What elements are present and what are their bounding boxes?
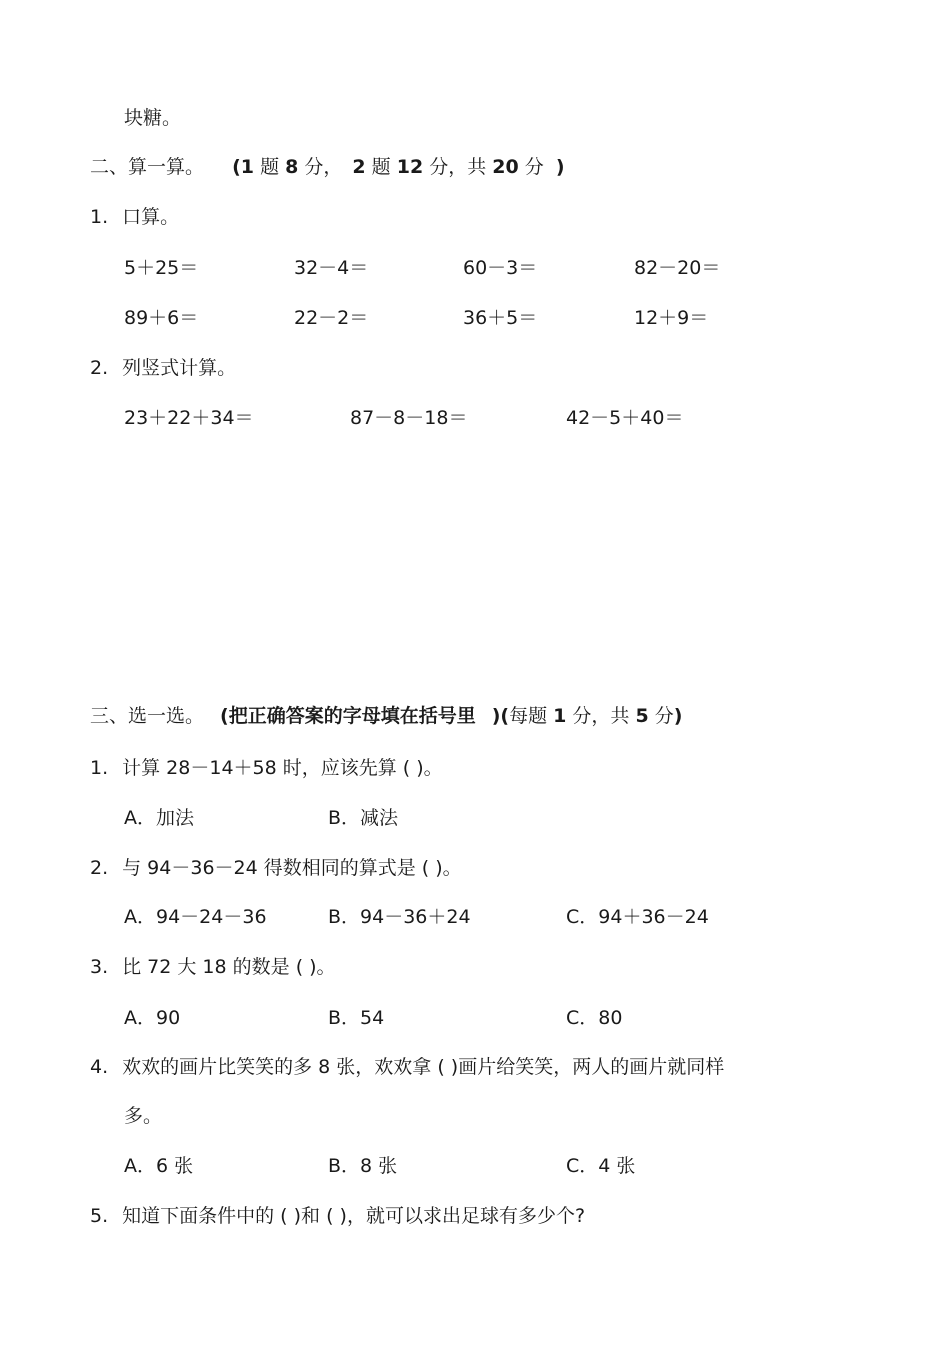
vertical-calc-1: 23＋22＋34＝ (124, 407, 254, 429)
section2-note-8: 分，共 (423, 156, 493, 178)
choice-q4-text-continued: 多。 (124, 1105, 163, 1127)
choice-q3-option-c: C．80 (566, 1007, 623, 1029)
choice-q3-number: 3. (90, 956, 109, 978)
vertical-calc-2: 87－8－18＝ (350, 407, 468, 429)
choice-q5 (90, 1204, 585, 1228)
oral-r1-c1: 5＋25＝ (124, 257, 199, 279)
section3-note-b: )( (491, 705, 510, 727)
oral-r1-c3: 60－3＝ (463, 257, 538, 279)
section3-note-c: 每题 (509, 705, 554, 727)
choice-q2-option-c: C．94＋36－24 (566, 906, 709, 928)
choice-q3-option-a: A．90 (124, 1007, 181, 1029)
choice-q4-number: 4. (90, 1056, 109, 1078)
section2-note-1: 1 (240, 156, 255, 178)
choice-q1-option-b: B．减法 (328, 807, 399, 829)
oral-r2-c2: 22－2＝ (294, 307, 369, 329)
oral-r1-c4: 82－20＝ (634, 257, 721, 279)
oral-r1-c2: 32－4＝ (294, 257, 369, 279)
section2-note-4: 分， (298, 156, 343, 178)
section3-heading-line (90, 704, 682, 728)
section2-q1-number: 1. (90, 206, 109, 228)
choice-q1-number: 1. (90, 757, 109, 779)
oral-r2-c4: 12＋9＝ (634, 307, 709, 329)
section2-note-7: 12 (396, 156, 424, 178)
section2-note-9: 20 (492, 156, 519, 178)
choice-q3 (90, 955, 336, 979)
choice-q1 (90, 756, 443, 780)
oral-r2-c1: 89＋6＝ (124, 307, 199, 329)
section3-note-d: 1 (553, 705, 567, 727)
choice-q2-text: 与 94－36－24 得数相同的算式是 ( )。 (122, 857, 462, 879)
choice-q4-text: 欢欢的画片比笑笑的多 8 张，欢欢拿 ( )画片给笑笑，两人的画片就同样 (122, 1056, 725, 1078)
section2-note-3: 8 (285, 156, 299, 178)
choice-q5-number: 5. (90, 1205, 109, 1227)
choice-q4-option-c: C．4 张 (566, 1155, 636, 1177)
section2-note-6: 题 (365, 156, 397, 178)
carryover-text: 块糖。 (124, 107, 182, 129)
section2-note-2: 题 (254, 156, 286, 178)
section3-note-h: ) (673, 705, 683, 727)
choice-q2-option-b: B．94－36＋24 (328, 906, 471, 928)
oral-r2-c3: 36＋5＝ (463, 307, 538, 329)
choice-q2-number: 2. (90, 857, 109, 879)
section3-note-f: 5 (635, 705, 649, 727)
section2-heading: 二、算一算。 (90, 156, 205, 178)
section3-heading: 三、选一选。 (90, 705, 205, 727)
choice-q2 (90, 856, 462, 880)
section2-note-close: ) (555, 156, 565, 178)
choice-q3-text: 比 72 大 18 的数是 ( )。 (122, 956, 336, 978)
choice-q1-text: 计算 28－14＋58 时，应该先算 ( )。 (122, 757, 443, 779)
section2-q2-text: 列竖式计算。 (122, 357, 237, 379)
section3-note-a: (把正确答案的字母填在括号里 (220, 705, 476, 727)
vertical-calc-3: 42－5＋40＝ (566, 407, 684, 429)
section2-q2-number: 2. (90, 357, 109, 379)
choice-q2-option-a: A．94－24－36 (124, 906, 267, 928)
section3-note-g: 分 (648, 705, 674, 727)
section2-heading-line (90, 155, 565, 179)
choice-q4-option-a: A．6 张 (124, 1155, 194, 1177)
section2-q2 (90, 356, 236, 380)
section2-note-5: 2 (352, 156, 366, 178)
section3-note-e: 分，共 (566, 705, 636, 727)
choice-q1-option-a: A．加法 (124, 807, 194, 829)
section2-q1 (90, 205, 179, 229)
choice-q4-option-b: B．8 张 (328, 1155, 398, 1177)
choice-q4 (90, 1055, 724, 1079)
section2-q1-text: 口算。 (122, 206, 180, 228)
section2-note-10: 分 (518, 156, 550, 178)
choice-q3-option-b: B．54 (328, 1007, 385, 1029)
section2-note-open: ( (232, 156, 241, 178)
choice-q5-text: 知道下面条件中的 ( )和 ( )，就可以求出足球有多少个? (122, 1205, 586, 1227)
